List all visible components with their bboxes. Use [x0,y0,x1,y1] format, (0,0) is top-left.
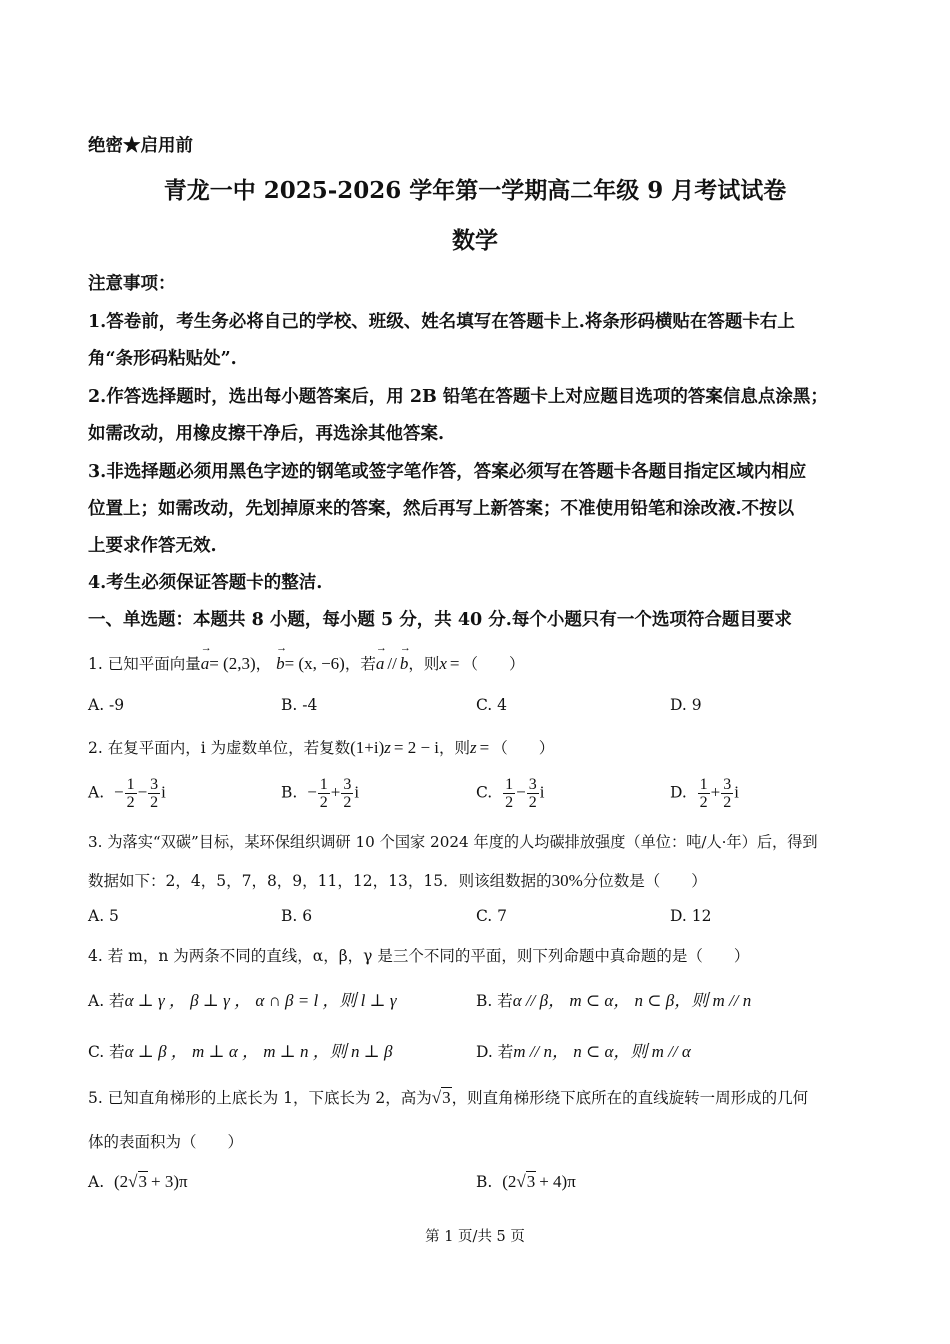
q2-option-d-label: D. [670,783,687,802]
q5-option-a-pre: (2 [113,1172,129,1191]
q2-c-frac1 [503,776,515,811]
q4-option-a-text: α ⊥ γ ， β ⊥ γ ， α ∩ β = l ，则 l ⊥ γ [124,991,397,1010]
q2-expr: (1+i) [350,738,385,757]
q5-option-a-label: A. [88,1173,105,1191]
exam-title: 青龙一中 2025-2026 学年第一学期高二年级 9 月考试试卷 [163,177,787,204]
notice-heading: 注意事项： [88,274,176,294]
q4-option-b-text: α // β， m ⊂ α， n ⊂ β，则 m // n [512,991,752,1010]
q4-option-b [476,986,751,1011]
subject-title: 数学 [452,227,498,254]
q5-option-b-pre: (2 [502,1172,517,1191]
q1-eq: = [449,654,460,673]
q1-option-d: D. 9 [670,696,702,714]
q2-d-frac1-num: 1 [699,776,708,793]
q2-a-sign1: − [113,782,124,802]
q2-option-d [670,776,739,811]
q2-z: z [384,738,391,757]
q3-percent: 30% [551,871,583,890]
q2-d-frac2-num: 3 [723,776,732,793]
notice-line-2b: 如需改动，用橡皮擦干净后，再选涂其他答案. [88,424,445,444]
q2-b-frac2-den: 2 [343,794,352,811]
q1-then: ，则 [408,655,440,673]
notice-line-3b: 位置上；如需改动，先划掉原来的答案，然后再写上新答案；不准使用铅笔和涂改液.不按以 [88,499,795,519]
q1-sep2: ，若 [344,655,376,673]
q2-a-frac2 [148,776,160,811]
question-2 [88,736,554,758]
q5-sqrt: √3 [431,1088,451,1107]
q2-z2: z [470,738,477,757]
q1-x: x [439,654,447,673]
q5-option-b-sqrt: √3 [516,1172,536,1191]
q4-option-c-text: α ⊥ β ， m ⊥ α ， m ⊥ n ，则 n ⊥ β [124,1042,393,1061]
q2-c-frac2 [527,776,539,811]
q2-eq: = [479,738,490,757]
q1-vector-a: → a [201,654,210,674]
q2-option-a-label: A. [88,783,105,802]
notice-line-3c: 上要求作答无效. [88,536,217,556]
q3-option-c: C. 7 [476,907,508,925]
q1-vector-b-value: = (x, −6) [284,654,345,673]
q2-paren: （ ） [492,739,555,757]
q1-prefix: 1. 已知平面向量 [88,655,201,673]
q4-option-d-text: m // n， n ⊂ α，则 m // α [513,1042,691,1061]
q3-option-b: B. 6 [281,907,313,925]
q2-c-frac1-den: 2 [505,794,514,811]
question-5-line-1 [88,1086,808,1108]
q2-a-frac1 [125,776,137,811]
question-3-line-2 [88,869,707,891]
q3-line2a: 数据如下：2，4，5，7，8，9，11，12，13，15．则该组数据的 [88,872,552,890]
q1-cond-a: → a [376,654,385,674]
question-4: 4. 若 m，n 为两条不同的直线，α，β，γ 是三个不同的平面，则下列命题中真命题的是（ ） [88,947,750,965]
q2-option-c-label: C. [476,783,493,802]
q3-option-d: D. 12 [670,907,712,925]
q2-c-sign2: − [516,782,526,802]
q5-option-a [88,1172,188,1192]
q5-option-a-sqrt: √3 [128,1172,147,1191]
q1-option-a: A. -9 [88,696,125,714]
notice-line-2: 2.作答选择题时，选出每小题答案后，用 2B 铅笔在答题卡上对应题目选项的答案信息点涂黑； [88,387,828,407]
q2-c-frac2-num: 3 [528,776,537,793]
q1-vector-a-value: = (2,3) [209,654,256,673]
notice-line-1b: 角“条形码粘贴处”. [88,349,237,369]
q4-option-c [88,1037,392,1062]
q2-b-frac1-den: 2 [319,794,328,811]
q2-then: ，则 [439,739,471,757]
q2-a-frac2-den: 2 [150,794,159,811]
q2-b-frac1 [318,776,330,811]
q4-option-d [476,1037,691,1062]
q2-d-frac2 [721,776,733,811]
q5-line1a: 5. 已知直角梯形的上底长为 1，下底长为 2，高为 [88,1089,432,1107]
q3-line2b: 分位数是（ ） [582,872,707,890]
q2-d-frac1 [698,776,710,811]
question-1 [88,652,524,674]
q2-b-sign1: − [307,782,317,802]
q4-option-c-label: C. 若 [88,1043,125,1061]
q5-option-a-radicand: 3 [138,1172,147,1191]
q2-option-a [88,776,166,811]
notice-line-3: 3.非选择题必须用黑色字迹的钢笔或签字笔作答，答案必须写在答题卡各题目指定区域内相应 [88,462,807,482]
q2-a-sign2: − [137,782,148,802]
section-heading: 一、单选题：本题共 8 小题，每小题 5 分，共 40 分.每个小题只有一个选项符合题目要求 [88,610,792,630]
q1-vector-b: → b [276,654,285,674]
q5-option-b [476,1172,576,1192]
q2-b-i: i [354,782,360,802]
q3-option-a: A. 5 [88,907,119,925]
notice-line-1: 1.答卷前，考生务必将自己的学校、班级、姓名填写在答题卡上.将条形码横贴在答题卡右上 [88,312,795,332]
q4-option-b-label: B. 若 [476,992,513,1010]
q2-d-i: i [734,782,739,802]
q1-paren: （ ） [462,655,525,673]
q2-option-c [476,776,544,811]
q1-option-b: B. -4 [281,696,318,714]
q2-d-frac1-den: 2 [699,794,708,811]
q5-option-b-radicand: 3 [526,1172,536,1191]
q1-option-c: C. 4 [476,696,508,714]
question-3-line-1: 3. 为落实“双碳”目标，某环保组织调研 10 个国家 2024 年度的人均碳排放强度（单位：吨/人·年）后，得到 [88,833,818,851]
q2-b-frac1-num: 1 [319,776,328,793]
notice-line-4: 4.考生必须保证答题卡的整洁. [88,573,323,593]
q1-sep1: ， [255,655,272,673]
q2-option-b [281,776,359,811]
q2-a-i: i [161,782,166,802]
q1-cond-parallel: // [387,654,397,673]
q2-a-frac1-den: 2 [126,794,135,811]
q5-sqrt-radicand: 3 [442,1088,451,1107]
q2-d-frac2-den: 2 [723,794,732,811]
q4-option-d-label: D. 若 [476,1043,514,1061]
q2-c-i: i [539,782,545,802]
secret-label: 绝密★启用前 [88,136,193,156]
q1-cond-b: → b [400,654,409,674]
q2-b-frac2 [341,776,353,811]
q2-b-sign2: + [330,782,341,802]
q2-d-sign2: + [710,782,721,802]
q4-option-a-label: A. 若 [88,992,125,1010]
q2-prefix: 2. 在复平面内，i 为虚数单位，若复数 [88,739,351,757]
q5-option-a-post: + 3)π [151,1172,188,1191]
q4-option-a [88,986,397,1011]
q5-option-b-post: + 4)π [539,1172,576,1191]
q5-option-b-label: B. [476,1173,493,1191]
question-5-line-2: 体的表面积为（ ） [88,1133,244,1151]
page-footer: 第 1 页/共 5 页 [425,1229,525,1245]
q2-a-frac2-num: 3 [150,776,159,793]
q2-option-b-label: B. [281,783,298,802]
q5-line1b: ，则直角梯形绕下底所在的直线旋转一周形成的几何 [451,1089,809,1107]
q2-c-frac2-den: 2 [528,794,537,811]
q2-b-frac2-num: 3 [343,776,352,793]
q2-rhs: = 2 − i [393,738,440,757]
q2-c-frac1-num: 1 [505,776,514,793]
q2-a-frac1-num: 1 [126,776,135,793]
